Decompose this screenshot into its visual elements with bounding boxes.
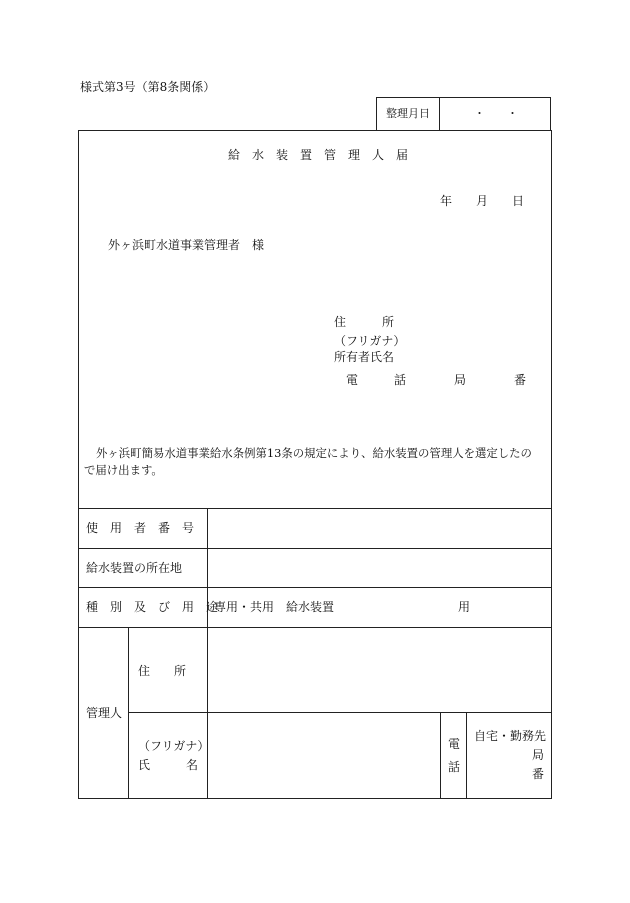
phone-label-1: 電 [448,737,461,751]
type-usage-value[interactable]: 専用・共用 給水装置 [214,600,335,614]
location-label: 給水装置の所在地 [86,561,183,575]
date-line[interactable]: 年 月 日 [440,194,525,208]
receipt-date-field[interactable]: ・ ・ [474,107,518,120]
manager-phone-field[interactable] [467,713,551,798]
manager-furigana-label: （フリガナ） [138,739,210,753]
form-title: 給 水 装 置 管 理 人 届 [228,148,409,162]
user-number-label: 使 用 者 番 号 [86,521,195,535]
receipt-box [376,97,551,130]
manager-address-field[interactable] [208,628,551,712]
manager-name-field[interactable] [208,713,440,798]
phone-detail-1: 自宅・勤務先 [474,729,547,743]
manager-label: 管理人 [86,706,123,720]
applicant-furigana-label: （フリガナ） [334,334,406,348]
type-usage-label: 種 別 及 び 用 途 [86,600,219,614]
phone-label-2: 話 [448,760,461,774]
manager-address-label: 住 所 [138,664,187,678]
statement-line-1: 外ヶ浜町簡易水道事業給水条例第13条の規定により、給水装置の管理人を選定したの [96,446,532,460]
type-usage-suffix: 用 [458,600,471,614]
receipt-date-label: 整理月日 [386,107,430,120]
form-number: 様式第3号（第8条関係） [80,80,216,94]
statement-line-2: で届け出ます。 [84,463,163,477]
user-number-field[interactable] [208,509,551,548]
applicant-name-label: 所有者氏名 [334,350,395,364]
manager-name-label: 氏 名 [138,758,199,772]
applicant-phone-label: 電 話 局 番 [346,373,527,387]
phone-detail-3: 番 [532,767,545,781]
phone-detail-2: 局 [532,748,545,762]
form-frame [78,130,552,799]
applicant-address-label: 住 所 [334,315,395,329]
location-field[interactable] [208,549,551,587]
addressee: 外ヶ浜町水道事業管理者 様 [108,238,265,252]
